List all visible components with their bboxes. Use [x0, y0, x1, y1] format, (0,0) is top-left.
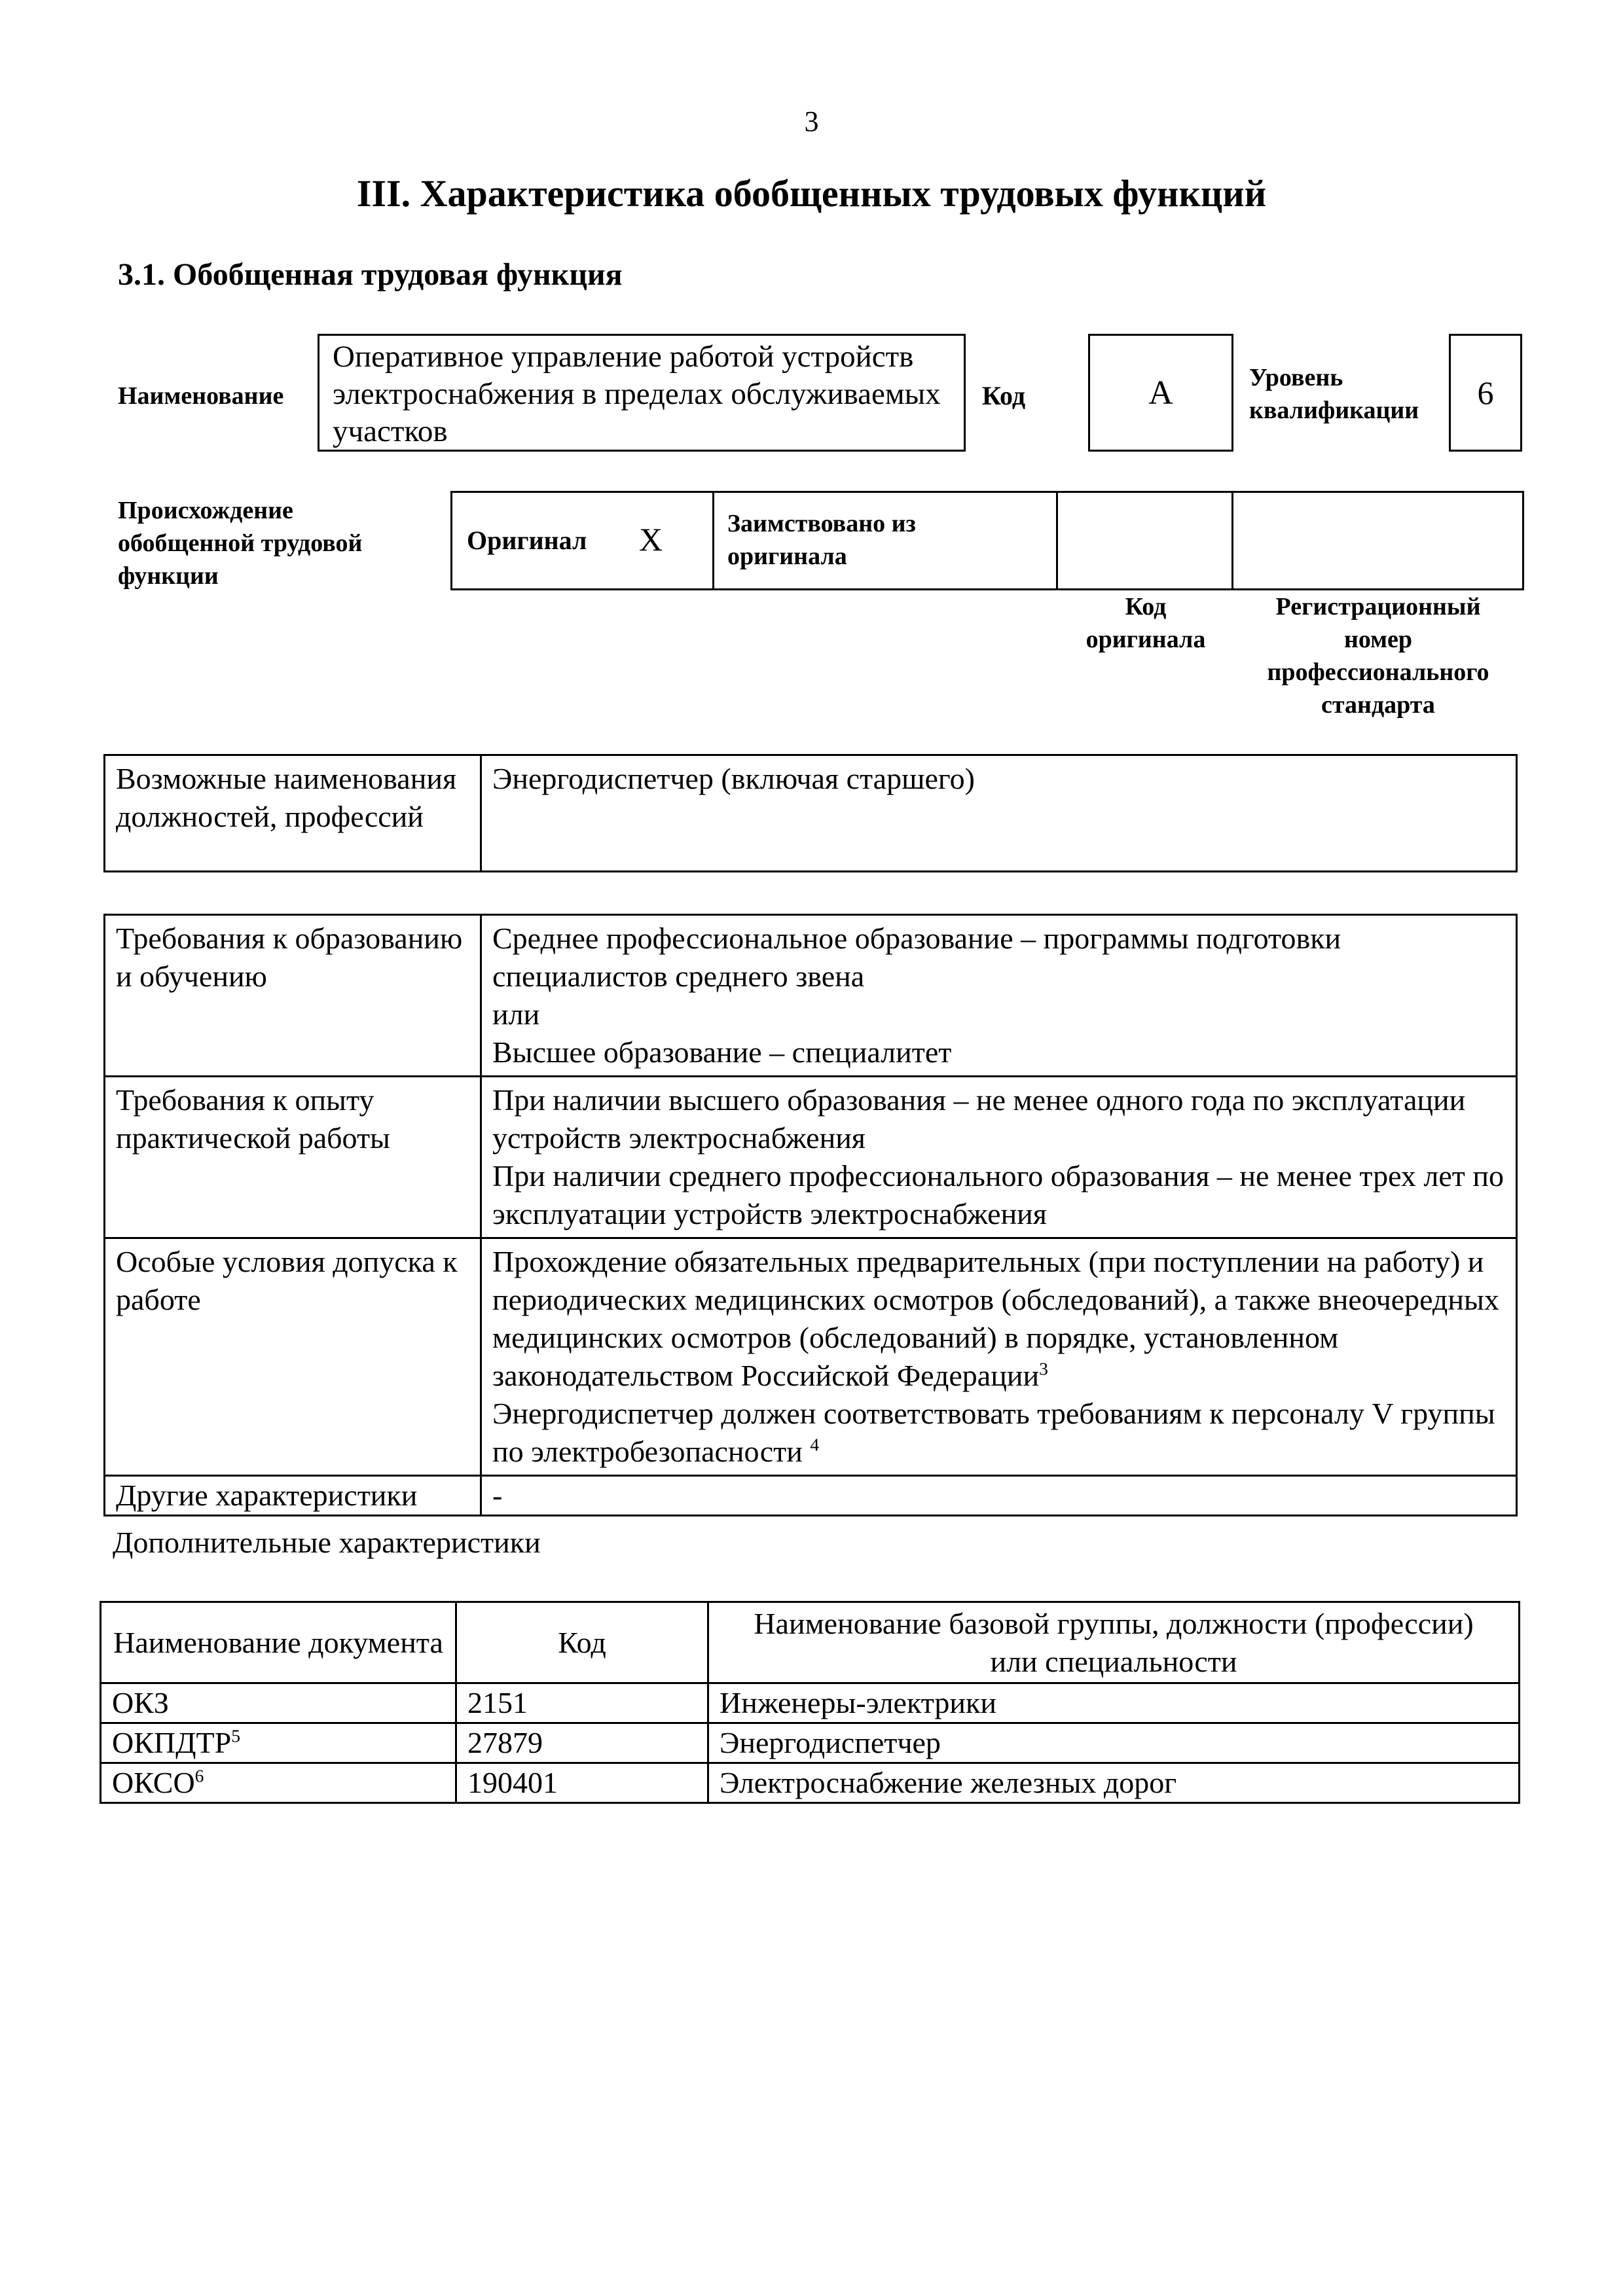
row-document: ОКПДТР$^5$: [101, 1723, 456, 1763]
header-document: Наименование документа: [101, 1602, 456, 1683]
reg-number-label: Регистрационный номер профессионального стандарта: [1267, 593, 1489, 719]
page-number: 3: [804, 105, 819, 137]
row-name: Инженеры-электрики: [708, 1683, 1520, 1723]
other-value: -: [481, 1476, 1517, 1516]
origin-label: Происхождение обобщенной трудовой функции: [118, 497, 363, 590]
positions-table: [103, 754, 1518, 872]
row-document: ОКСО$^6$: [101, 1763, 456, 1803]
row-code: 27879: [456, 1723, 708, 1763]
row-code: 190401: [456, 1763, 708, 1803]
divider-2: [1056, 493, 1058, 588]
experience-value: [481, 1077, 1517, 1238]
section-subtitle: 3.1. Обобщенная трудовая функция: [118, 257, 623, 292]
borrowed-label: Заимствовано из оригинала: [727, 510, 916, 570]
table-row: [101, 1723, 1520, 1763]
section-title: III. Характеристика обобщенных трудовых функций: [356, 172, 1267, 215]
education-line: или: [492, 997, 540, 1031]
footnote-ref: 5: [231, 1725, 240, 1746]
row-document: ОКЗ: [101, 1683, 456, 1723]
experience-line: При наличии высшего образования – не менее одного года по эксплуатации устройств электроснабжения: [492, 1083, 1466, 1155]
footnote-ref: 6: [194, 1765, 204, 1786]
table-row: [101, 1763, 1520, 1803]
experience-line: При наличии среднего профессионального образования – не менее трех лет по эксплуатации устройств электроснабжения: [492, 1159, 1504, 1230]
experience-label: Требования к опыту практической работы: [105, 1077, 481, 1238]
special-value: [481, 1238, 1517, 1476]
special-line: [492, 1395, 1505, 1471]
divider-1: [712, 493, 714, 588]
header-name: Наименование базовой группы, должности (профессии) или специальности: [708, 1602, 1520, 1683]
special-line: [492, 1243, 1505, 1395]
original-label: Оригинал: [467, 526, 587, 555]
row-name: Энергодиспетчер: [708, 1723, 1520, 1763]
code-value-box: [1088, 334, 1233, 452]
level-label: Уровень квалификации: [1249, 364, 1419, 424]
special-label: Особые условия допуска к работе: [105, 1238, 481, 1476]
education-line: Высшее образование – специалитет: [492, 1035, 952, 1069]
origin-box: [450, 491, 1524, 590]
additional-title: Дополнительные характеристики: [113, 1526, 541, 1559]
education-line: Среднее профессиональное образование – программы подготовки специалистов среднего звена: [492, 922, 1341, 993]
row-name: Электроснабжение железных дорог: [708, 1763, 1520, 1803]
level-value: 6: [1477, 374, 1494, 411]
education-value: [481, 915, 1517, 1077]
divider-3: [1231, 493, 1233, 588]
code-value: A: [1148, 374, 1173, 412]
row-code: 2151: [456, 1683, 708, 1723]
code-original-label: Код оригинала: [1085, 593, 1206, 653]
requirements-table: [103, 914, 1518, 1516]
other-label: Другие характеристики: [105, 1476, 481, 1516]
code-label: Код: [982, 381, 1026, 410]
name-label: Наименование: [118, 382, 284, 410]
additional-table: [100, 1601, 1520, 1804]
header-code: Код: [456, 1602, 708, 1683]
education-label: Требования к образованию и обучению: [105, 915, 481, 1077]
level-value-box: [1449, 334, 1522, 452]
special-line-text: Прохождение обязательных предварительных (при поступлении на работу) и периодических медицинских осмотров (обследований), а также внеочередных медицинских осмотров (обследований) в порядке, установленном законодательством Российской Федерации: [492, 1245, 1499, 1392]
footnote-ref: 3: [1039, 1358, 1048, 1379]
footnote-ref: 4: [810, 1434, 820, 1455]
special-line-text: Энергодиспетчер должен соответствовать требованиям к персоналу V группы по электробезопасности: [492, 1397, 1495, 1468]
name-value-box: Оперативное управление работой устройств электроснабжения в пределах обслуживаемых участков: [318, 334, 966, 452]
positions-label: Возможные наименования должностей, профессий: [105, 755, 481, 872]
original-mark: X: [639, 521, 663, 558]
positions-value: Энергодиспетчер (включая старшего): [481, 755, 1517, 872]
table-row: [101, 1683, 1520, 1723]
